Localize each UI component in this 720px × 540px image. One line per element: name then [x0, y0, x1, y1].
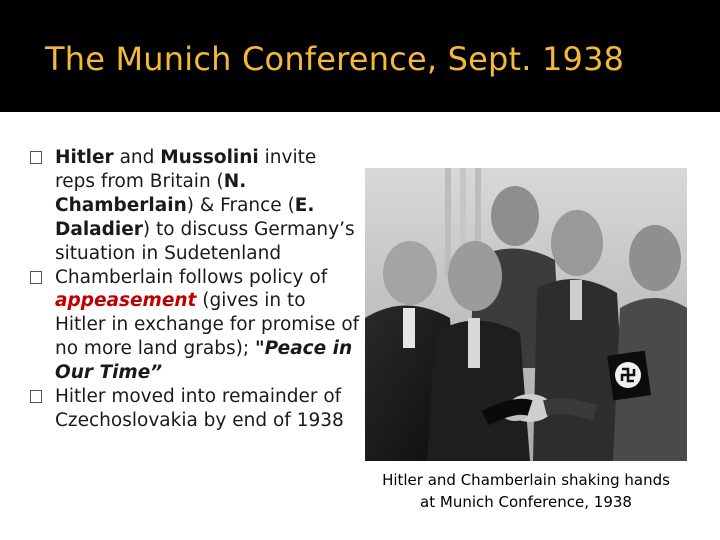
- bullet-item: [30, 266, 360, 386]
- bullet-marker-icon: [30, 390, 42, 403]
- bullet-text-segment: Mussolini: [160, 147, 259, 168]
- bullet-text-segment: invite reps from Britain (: [55, 147, 317, 192]
- caption-line: Hitler and Chamberlain shaking hands: [382, 471, 670, 489]
- caption-line: at Munich Conference, 1938: [420, 493, 632, 511]
- bullet-text-segment: N. Chamberlain: [55, 170, 247, 216]
- peace-quote: "Peace in Our Time”: [55, 338, 353, 384]
- photo-caption: [365, 469, 687, 513]
- bullet-text-segment: Hitler moved into remainder of Czechoslovakia by end of 1938: [55, 386, 344, 431]
- bullet-text-segment: Chamberlain follows policy of: [55, 266, 328, 288]
- bullet-text-segment: Hitler: [55, 147, 114, 168]
- bullet-text-segment: (gives in to Hitler in exchange for promise of no more land grabs);: [55, 290, 360, 360]
- title-bar: [0, 0, 720, 112]
- bullet-text-segment: ) & France (: [186, 194, 295, 216]
- bullet-marker-icon: [30, 271, 42, 284]
- bullet-text-segment: E. Daladier: [55, 194, 315, 240]
- historical-photo: [365, 168, 687, 461]
- photo-illustration: [365, 168, 687, 461]
- slide-title: The Munich Conference, Sept. 1938: [45, 40, 625, 78]
- bullet-text-segment: ) to discuss Germany’s situation in Sudetenland: [55, 218, 355, 264]
- bullet-marker-icon: [30, 151, 42, 164]
- bullet-text-segment: and: [113, 147, 161, 168]
- bullet-list: [30, 146, 360, 433]
- bullet-item: [30, 146, 360, 266]
- appeasement-term: appeasement: [55, 290, 197, 312]
- bullet-item: [30, 385, 360, 433]
